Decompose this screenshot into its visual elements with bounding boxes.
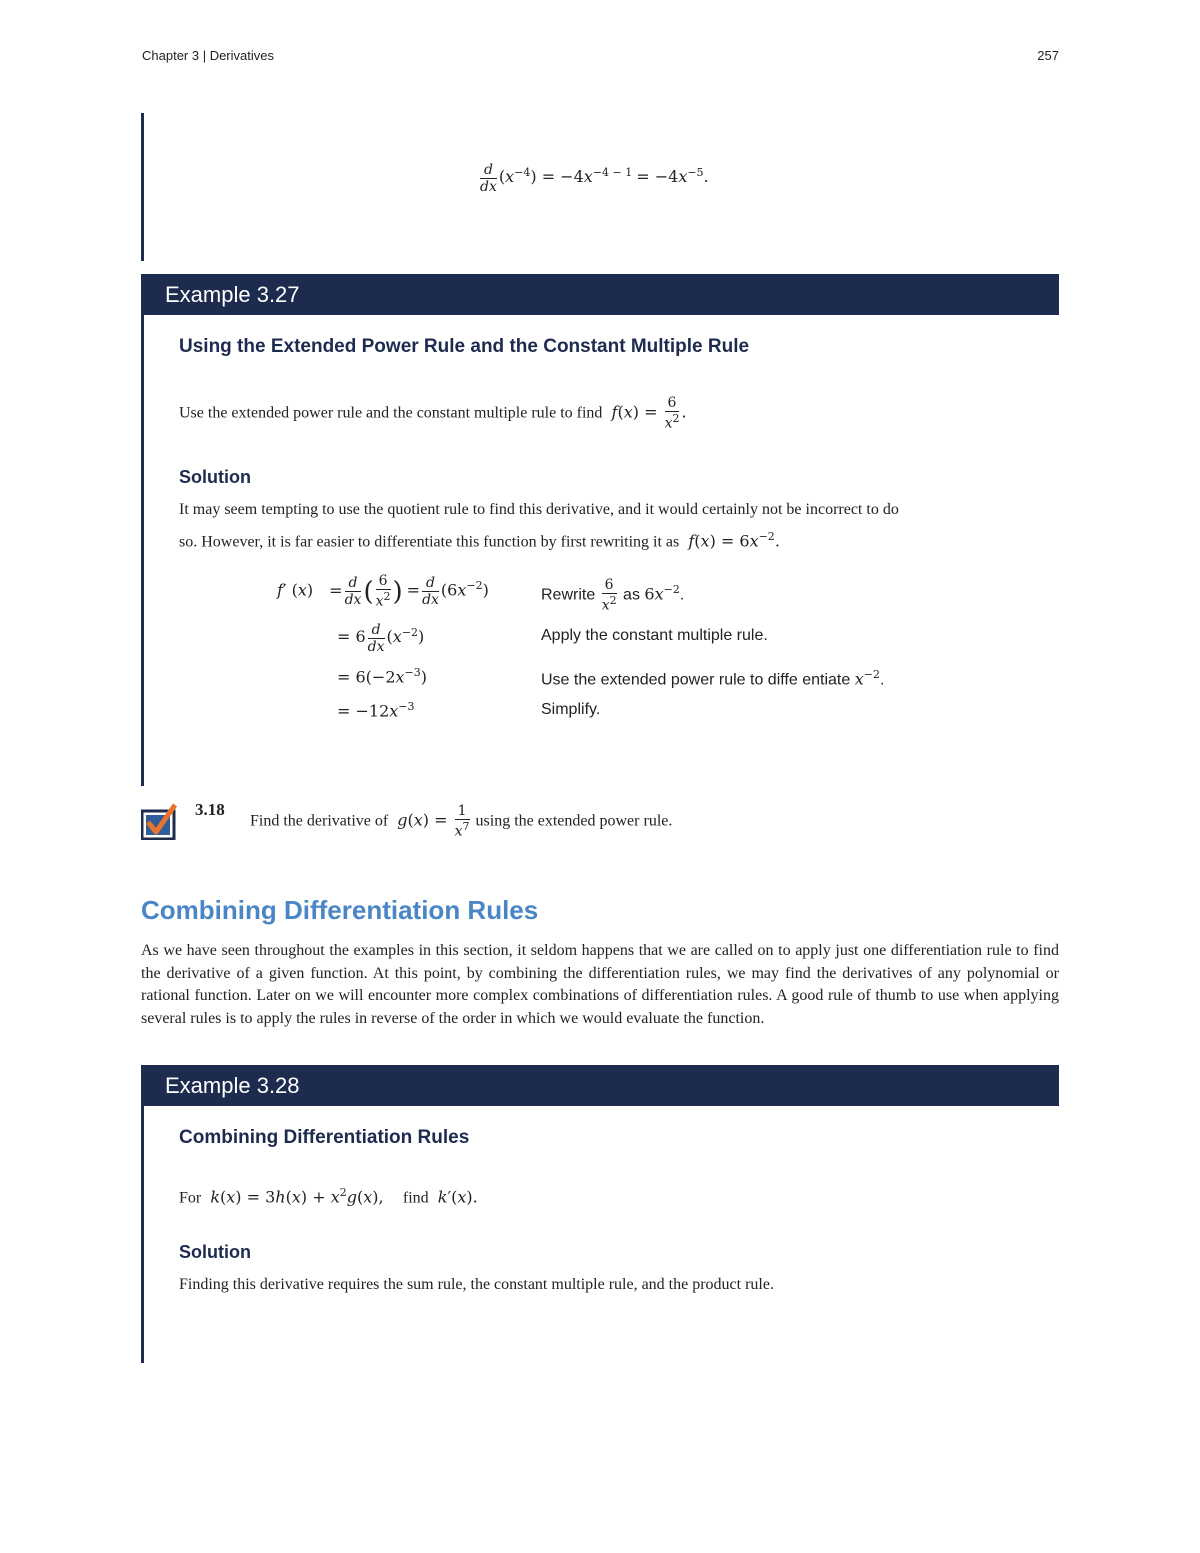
solution-label: Solution bbox=[179, 1242, 251, 1262]
example-title: Combining Differentiation Rules bbox=[179, 1127, 470, 1148]
step-row: = $6(-2x^{-3})$ bbox=[337, 666, 427, 687]
checkpoint-text: Find the derivative of g(x) = $\frac{1}{x^7}$ using the extended power rule. bbox=[250, 803, 673, 840]
solution-text: Finding this derivative requires the sum rule, the constant multiple rule, and the product rule. bbox=[179, 1276, 774, 1293]
step-row: = $-12x^{-3}$ bbox=[337, 700, 415, 721]
example-left-rule bbox=[141, 274, 144, 786]
example-prompt: For $k(x) = 3h(x) + x^2g(x)$, find k′(x). bbox=[179, 1186, 478, 1207]
step-note: Use the extended power rule to diffe entiate $x^{-2}$. bbox=[541, 668, 885, 689]
section-paragraph: As we have seen throughout the examples in this section, it seldom happens that we are called on to apply just one differentiation rule to find the derivative of a given function. At this point, by combining the differentiation rules, we may find the derivatives of any polynomial or rational function. Later on we will encounter more complex combinations of differentiation rules. A good rule of thumb to use when applying several rules is to apply the rules in reverse of the order in which we would evaluate the function. bbox=[141, 942, 1059, 1027]
step-note: Apply the constant multiple rule. bbox=[541, 627, 768, 644]
step-note: Simplify. bbox=[541, 701, 601, 718]
checkpoint-number: 3.18 bbox=[195, 800, 225, 819]
example-banner: Example 3.28 bbox=[141, 1065, 1059, 1106]
solution-label: Solution bbox=[179, 467, 251, 487]
running-header-chapter: Chapter 3 | Derivatives bbox=[142, 48, 274, 63]
step-row: f′ (x) = $\frac{d}{dx}$ ( $\frac{6}{x^2}$ ) = $\frac{d}{dx}$ $(6x^{-2})$ bbox=[277, 573, 489, 610]
solution-text: It may seem tempting to use the quotient rule to find this derivative, and it would certainly not be incorrect to do so. However, it is far easier to differentiate this function by first rewriting it as $f(x) = 6x^{-2}$. bbox=[179, 501, 899, 551]
checkpoint-icon bbox=[141, 802, 177, 840]
step-row: = 6 $\frac{d}{dx}$ $(x^{-2})$ bbox=[337, 622, 425, 655]
page-number: 257 bbox=[1037, 48, 1059, 63]
step-note: Rewrite $\frac{6}{x^2}$ as $6x^{-2}$. bbox=[541, 577, 685, 614]
top-equation: $\frac{d}{dx}$ $(x^{-4}) = -4x^{-4 - 1} = -4x^{-5}$. bbox=[480, 162, 709, 195]
example-left-rule bbox=[141, 1065, 144, 1363]
example-left-rule bbox=[141, 113, 144, 261]
section-heading: Combining Differentiation Rules bbox=[141, 895, 539, 925]
example-banner: Example 3.27 bbox=[141, 274, 1059, 315]
example-prompt: Use the extended power rule and the constant multiple rule to find f(x) = $\frac{6}{x^2}$ . bbox=[179, 395, 687, 432]
example-title: Using the Extended Power Rule and the Constant Multiple Rule bbox=[179, 336, 750, 357]
